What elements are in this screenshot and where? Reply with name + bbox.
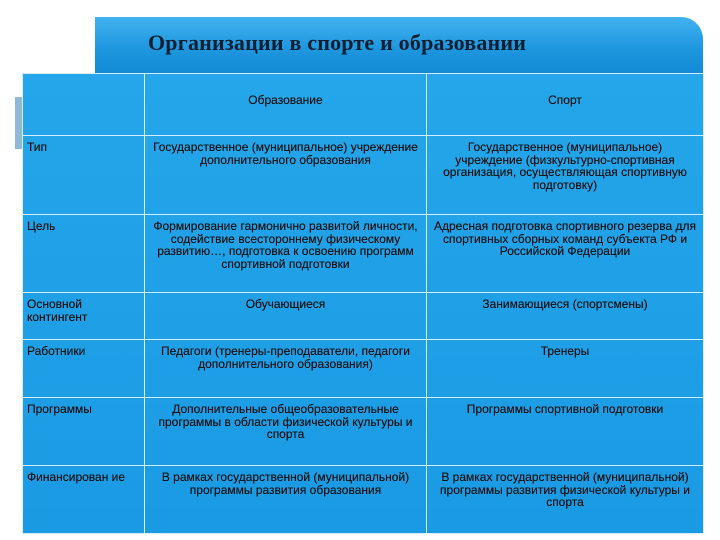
table-row bbox=[23, 293, 704, 340]
education-cell: Дополнительные общеобразовательные программы в области физической культуры и спорта bbox=[145, 398, 427, 466]
education-cell: В рамках государственной (муниципальной) программы развития образования bbox=[145, 466, 427, 534]
row-label: Основной контингент bbox=[23, 293, 145, 340]
table-row bbox=[23, 136, 704, 215]
row-label: Работники bbox=[23, 340, 145, 398]
header-cell-education: Образование bbox=[145, 74, 427, 136]
education-cell: Обучающиеся bbox=[145, 293, 427, 340]
header-cell-empty bbox=[23, 74, 145, 136]
education-cell: Государственное (муниципальное) учреждение дополнительного образования bbox=[145, 136, 427, 215]
page-title: Организации в спорте и образовании bbox=[148, 30, 527, 55]
table-row bbox=[23, 466, 704, 534]
row-label: Цель bbox=[23, 215, 145, 293]
header-cell-sport: Спорт bbox=[427, 74, 704, 136]
sport-cell: Адресная подготовка спортивного резерва для спортивных сборных команд субъекта РФ и Российской Федерации bbox=[427, 215, 704, 293]
table-row bbox=[23, 215, 704, 293]
education-cell: Педагоги (тренеры-преподаватели, педагоги дополнительного образования) bbox=[145, 340, 427, 398]
sport-cell: Тренеры bbox=[427, 340, 704, 398]
table-row bbox=[23, 340, 704, 398]
row-label: Финансирован ие bbox=[23, 466, 145, 534]
comparison-table bbox=[22, 73, 704, 534]
table-row bbox=[23, 398, 704, 466]
education-cell: Формирование гармонично развитой личности, содействие всестороннему физическому развитию…, подготовка к освоению программ спортивной подготовки bbox=[145, 215, 427, 293]
sport-cell: Государственное (муниципальное) учреждение (физкультурно-спортивная организация, осуществляющая спортивную подготовку) bbox=[427, 136, 704, 215]
row-label: Тип bbox=[23, 136, 145, 215]
sport-cell: Занимающиеся (спортсмены) bbox=[427, 293, 704, 340]
sport-cell: В рамках государственной (муниципальной) программы развития физической культуры и спорта bbox=[427, 466, 704, 534]
table-header-row bbox=[23, 74, 704, 136]
row-label: Программы bbox=[23, 398, 145, 466]
sport-cell: Программы спортивной подготовки bbox=[427, 398, 704, 466]
